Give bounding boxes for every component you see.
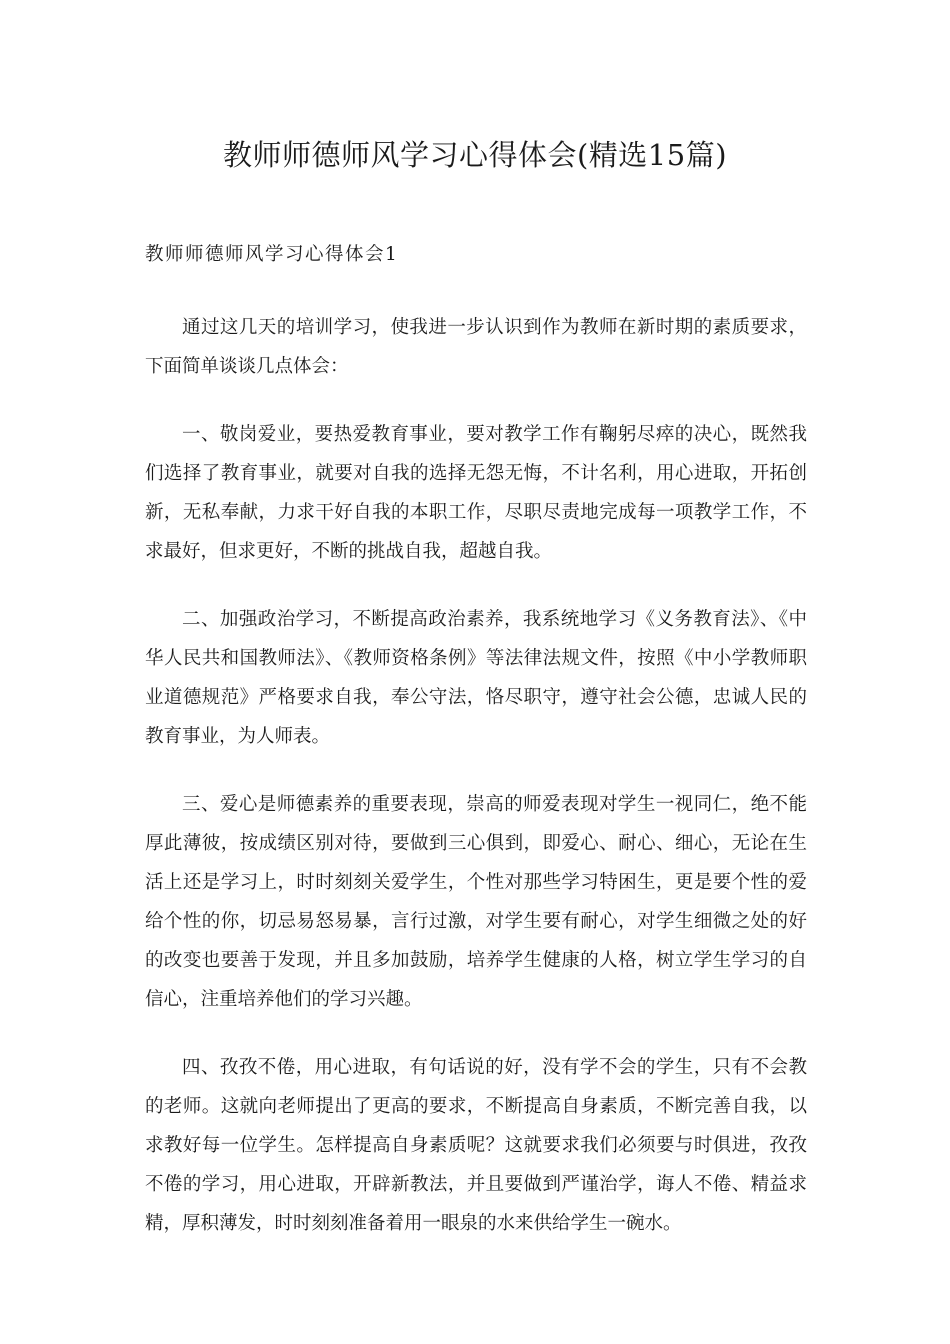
document-body <box>145 308 807 1272</box>
paragraph-point-1: 一、敬岗爱业，要热爱教育事业，要对教学工作有鞠躬尽瘁的决心，既然我们选择了教育事业，就要对自我的选择无怨无悔，不计名利，用心进取，开拓创新，无私奉献，力求干好自我的本职工作，尽职尽责地完成每一项教学工作，不求最好，但求更好，不断的挑战自我，超越自我。 <box>145 424 807 562</box>
section-heading: 教师师德师风学习心得体会1 <box>145 244 399 265</box>
document-title: 教师师德师风学习心得体会(精选15篇) <box>222 138 728 172</box>
paragraph-point-4: 四、孜孜不倦，用心进取，有句话说的好，没有学不会的学生，只有不会教的老师。这就向老师提出了更高的要求，不断提高自身素质，不断完善自我，以求教好每一位学生。怎样提高自身素质呢？这就要求我们必须要与时俱进，孜孜不倦的学习，用心进取，开辟新教法，并且要做到严谨治学，诲人不倦、精益求精，厚积薄发，时时刻刻准备着用一眼泉的水来供给学生一碗水。 <box>145 1057 807 1234</box>
paragraph-point-3: 三、爱心是师德素养的重要表现，崇高的师爱表现对学生一视同仁，绝不能厚此薄彼，按成绩区别对待，要做到三心俱到，即爱心、耐心、细心，无论在生活上还是学习上，时时刻刻关爱学生，个性对那些学习特困生，更是要个性的爱给个性的你，切忌易怒易暴，言行过激，对学生要有耐心，对学生细微之处的好的改变也要善于发现，并且多加鼓励，培养学生健康的人格，树立学生学习的自信心，注重培养他们的学习兴趣。 <box>145 794 807 1010</box>
paragraph-point-2: 二、加强政治学习，不断提高政治素养，我系统地学习《义务教育法》、《中华人民共和国教师法》、《教师资格条例》等法律法规文件，按照《中小学教师职业道德规范》严格要求自我，奉公守法，恪尽职守，遵守社会公德，忠诚人民的教育事业，为人师表。 <box>145 609 807 747</box>
paragraph-intro: 通过这几天的培训学习，使我进一步认识到作为教师在新时期的素质要求，下面简单谈谈几点体会： <box>145 317 807 377</box>
